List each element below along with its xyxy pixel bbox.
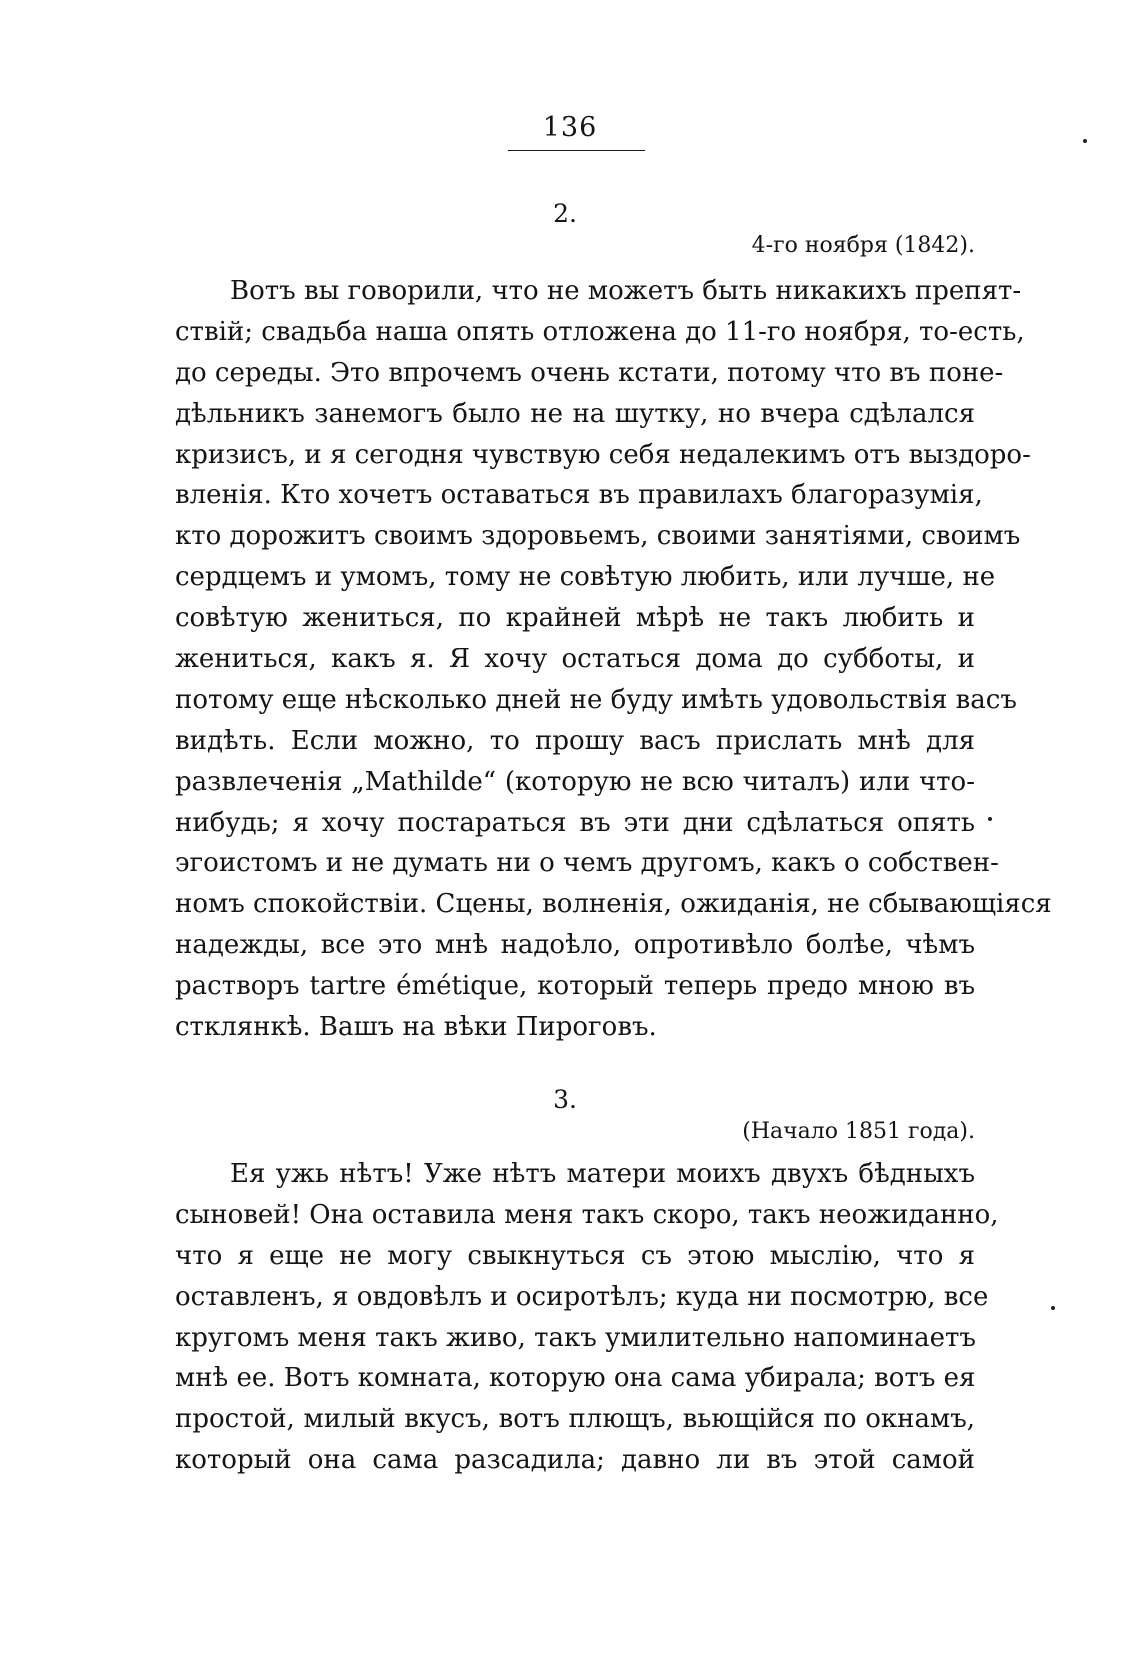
- text-line: до середы. Это впрочемъ очень кстати, потому что въ поне-: [175, 357, 1004, 388]
- section-body: [175, 271, 1052, 1048]
- text-line: надежды, все это мнѣ надоѣло, опротивѣло болѣе, чѣмъ: [175, 930, 975, 961]
- text-line: сердцемъ и умомъ, тому не совѣтую любить, или лучше, не: [175, 562, 996, 593]
- letter-section-3: [175, 1082, 999, 1481]
- text-line: совѣтую жениться, по крайней мѣрѣ не такъ любить и: [175, 603, 975, 634]
- text-line: Вотъ вы говорили, что не можетъ быть никакихъ препят-: [230, 276, 1022, 306]
- section-date: 4-го ноября (1842).: [751, 233, 975, 258]
- text-line: растворъ tartre émétique, который теперь предо мною въ: [175, 971, 975, 1002]
- text-line: мнѣ ее. Вотъ комната, которую она сама убирала; вотъ ея: [175, 1363, 976, 1394]
- text-line: нибудь; я хочу постараться въ эти дни сдѣлаться опять: [175, 807, 975, 838]
- section-number: 3.: [553, 1085, 577, 1114]
- text-line: развлеченія „Mathilde“ (которую не всю читалъ) или что-: [175, 766, 975, 797]
- text-line: который она сама разсадила; давно ли въ этой самой: [175, 1445, 975, 1476]
- text-line: кто дорожитъ своимъ здоровьемъ, своими занятіями, своимъ: [175, 521, 1021, 552]
- section-body: [175, 1154, 999, 1481]
- section-number: 2.: [553, 199, 577, 228]
- scan-speck: [1083, 139, 1087, 143]
- text-line: оставленъ, я овдовѣлъ и осиротѣлъ; куда ни посмотрю, все: [175, 1281, 989, 1312]
- scan-speck: [988, 817, 992, 821]
- page-number: 136: [542, 112, 598, 143]
- text-line: кризисъ, и я сегодня чувствую себя недалекимъ отъ выздоро-: [175, 439, 1031, 470]
- text-line: номъ спокойствіи. Сцены, волненія, ожиданія, не сбывающіяся: [175, 889, 1052, 920]
- scan-speck: [1051, 1306, 1055, 1310]
- text-line: сыновей! Она оставила меня такъ скоро, такъ неожиданно,: [175, 1199, 999, 1230]
- text-line: дѣльникъ занемогъ было не на шутку, но вчера сдѣлался: [175, 398, 975, 429]
- text-line: эгоистомъ и не думать ни о чемъ другомъ, какъ о собствен-: [175, 848, 999, 879]
- text-line: стклянкѣ. Вашъ на вѣки Пироговъ.: [175, 1012, 657, 1043]
- text-line: видѣть. Если можно, то прошу васъ прислать мнѣ для: [175, 725, 975, 756]
- text-line: ствій; свадьба наша опять отложена до 11-го ноября, то-есть,: [175, 316, 1025, 347]
- text-line: вленія. Кто хочетъ оставаться въ правилахъ благоразумія,: [175, 480, 983, 511]
- text-line: потому еще нѣсколько дней не буду имѣть удовольствія васъ: [175, 684, 1017, 715]
- text-line: простой, милый вкусъ, вотъ плющъ, вьющійся по окнамъ,: [175, 1404, 975, 1435]
- text-line: кругомъ меня такъ живо, такъ умилительно напоминаетъ: [175, 1322, 976, 1353]
- text-line: Ея ужь нѣтъ! Уже нѣтъ матери моихъ двухъ бѣдныхъ: [230, 1159, 975, 1189]
- text-line: жениться, какъ я. Я хочу остаться дома до субботы, и: [175, 644, 975, 675]
- text-line: что я еще не могу свыкнуться съ этою мыслію, что я: [175, 1240, 975, 1271]
- section-date: (Начало 1851 года).: [742, 1119, 975, 1144]
- page-number-rule: [508, 150, 645, 151]
- letter-section-2: [175, 196, 1052, 1048]
